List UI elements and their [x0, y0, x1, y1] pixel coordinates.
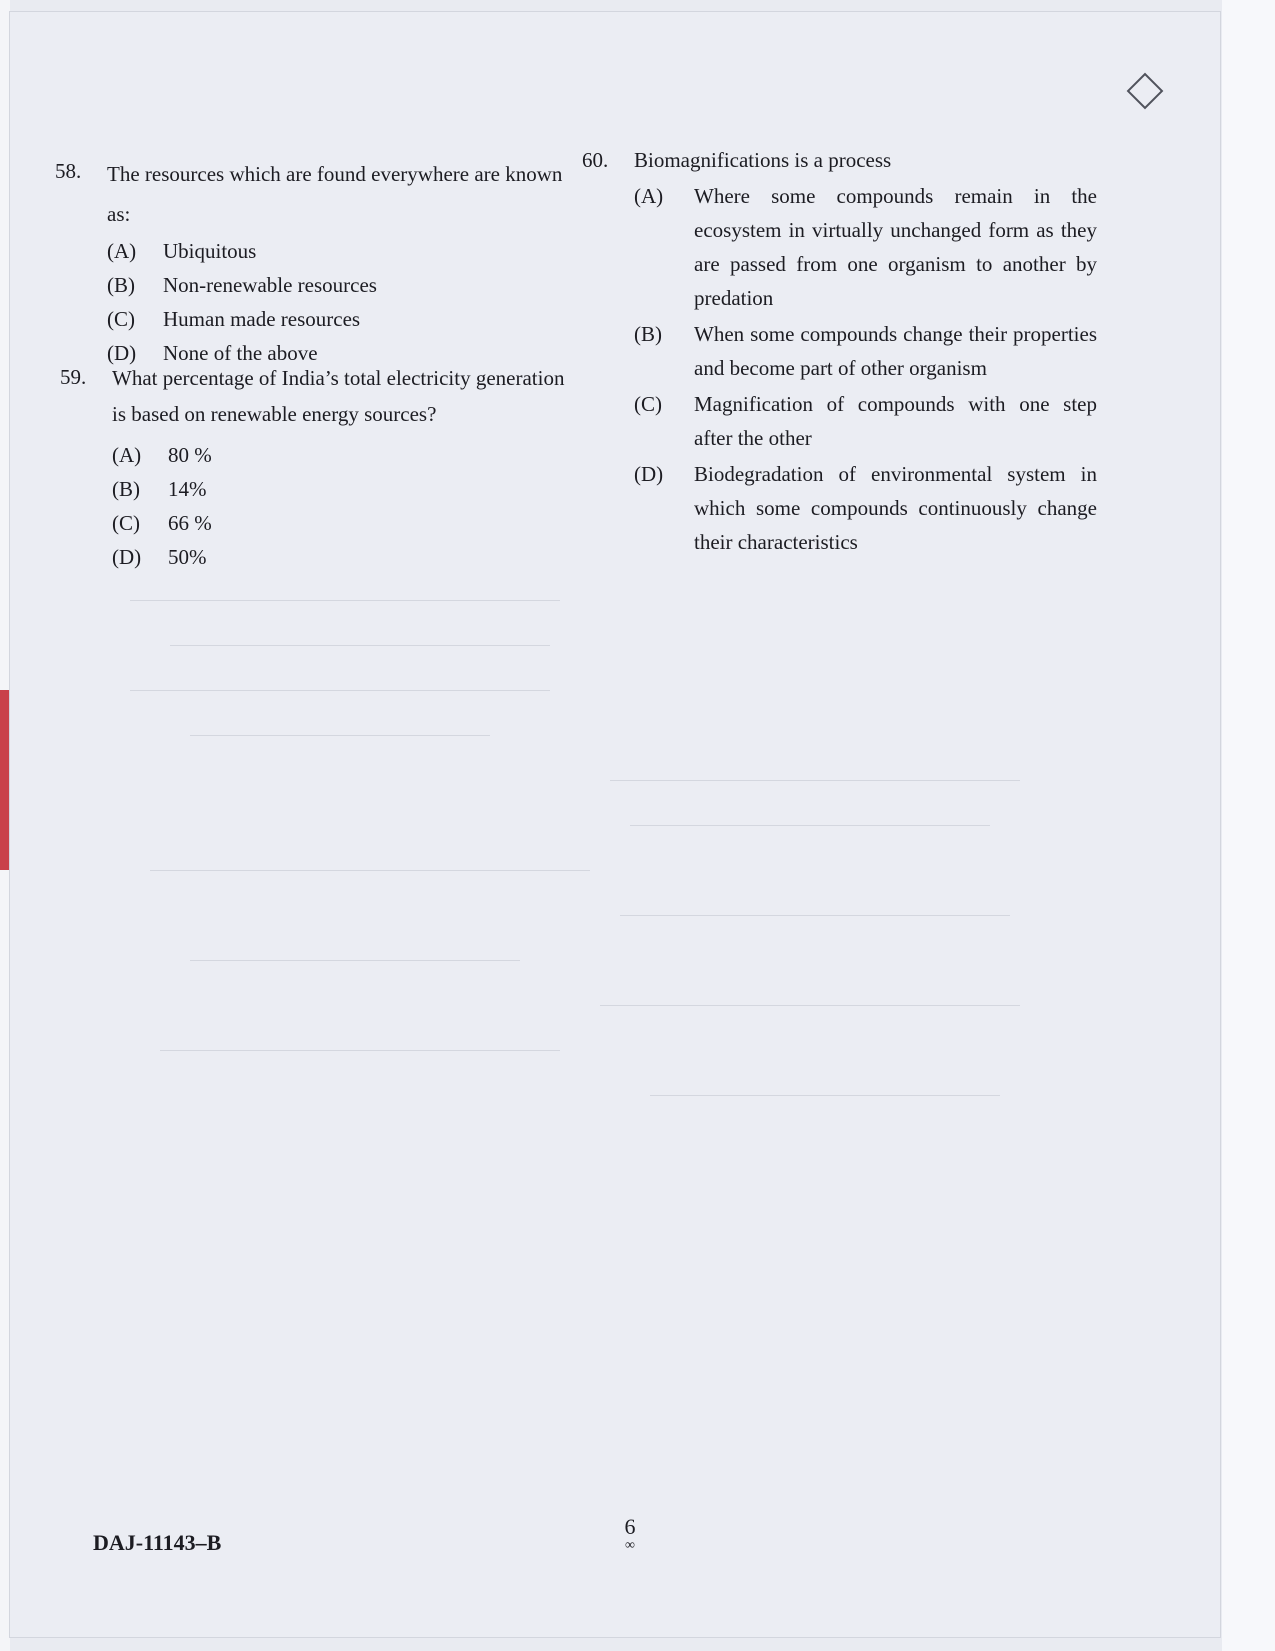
option-key: (B)	[107, 273, 135, 297]
option-list	[634, 179, 1097, 559]
option-text: Where some compounds remain in the ecosystem in virtually unchanged form as they are passed from one organism to another by predation	[694, 184, 1097, 310]
option-text: Magnification of compounds with one step after the other	[694, 392, 1097, 450]
option-a	[107, 234, 565, 268]
option-b	[107, 268, 565, 302]
question-58	[55, 154, 565, 370]
option-text: Non-renewable resources	[163, 273, 377, 297]
option-b	[112, 472, 570, 506]
option-key: (C)	[112, 511, 140, 535]
option-b	[634, 317, 1097, 385]
question-number: 58.	[55, 159, 82, 183]
option-key: (D)	[112, 545, 142, 569]
option-text: 66 %	[168, 511, 212, 535]
red-edge-mark	[0, 690, 10, 870]
option-text: Biodegradation of environmental system in which some compounds continuously change their characteristics	[694, 462, 1097, 554]
question-59	[60, 360, 570, 574]
page-number: 6	[624, 1514, 636, 1539]
option-c	[634, 387, 1097, 455]
question-text: What percentage of India’s total electricity generation is based on renewable energy sources?	[112, 366, 565, 426]
option-d	[634, 457, 1097, 559]
option-key: (A)	[112, 443, 142, 467]
option-list	[112, 438, 570, 574]
option-key: (C)	[634, 392, 662, 416]
page-ornament-icon: ∞	[625, 1538, 635, 1553]
option-key: (A)	[634, 184, 664, 208]
option-key: (B)	[112, 477, 140, 501]
option-key: (D)	[107, 341, 137, 365]
paper-code: DAJ-11143–B	[93, 1530, 222, 1555]
question-60	[582, 143, 1097, 559]
option-text: When some compounds change their properties and become part of other organism	[694, 322, 1097, 380]
option-d	[112, 540, 570, 574]
option-c	[112, 506, 570, 540]
question-text: Biomagnifications is a process	[634, 148, 892, 172]
option-text: Ubiquitous	[163, 239, 257, 263]
option-list	[107, 234, 565, 370]
option-c	[107, 302, 565, 336]
option-key: (D)	[634, 462, 664, 486]
option-a	[634, 179, 1097, 315]
right-page-edge	[1222, 0, 1275, 1651]
option-key: (B)	[634, 322, 662, 346]
option-key: (C)	[107, 307, 135, 331]
question-text: The resources which are found everywhere are known as:	[107, 162, 563, 226]
option-text: Human made resources	[163, 307, 361, 331]
option-text: 80 %	[168, 443, 212, 467]
page-number-block	[610, 1514, 650, 1552]
option-text: 50%	[168, 545, 207, 569]
option-text: None of the above	[163, 341, 318, 365]
option-text: 14%	[168, 477, 207, 501]
option-a	[112, 438, 570, 472]
question-number: 59.	[60, 365, 87, 389]
option-key: (A)	[107, 239, 137, 263]
question-number: 60.	[582, 148, 609, 172]
bleed-through-lines	[130, 600, 1130, 1420]
